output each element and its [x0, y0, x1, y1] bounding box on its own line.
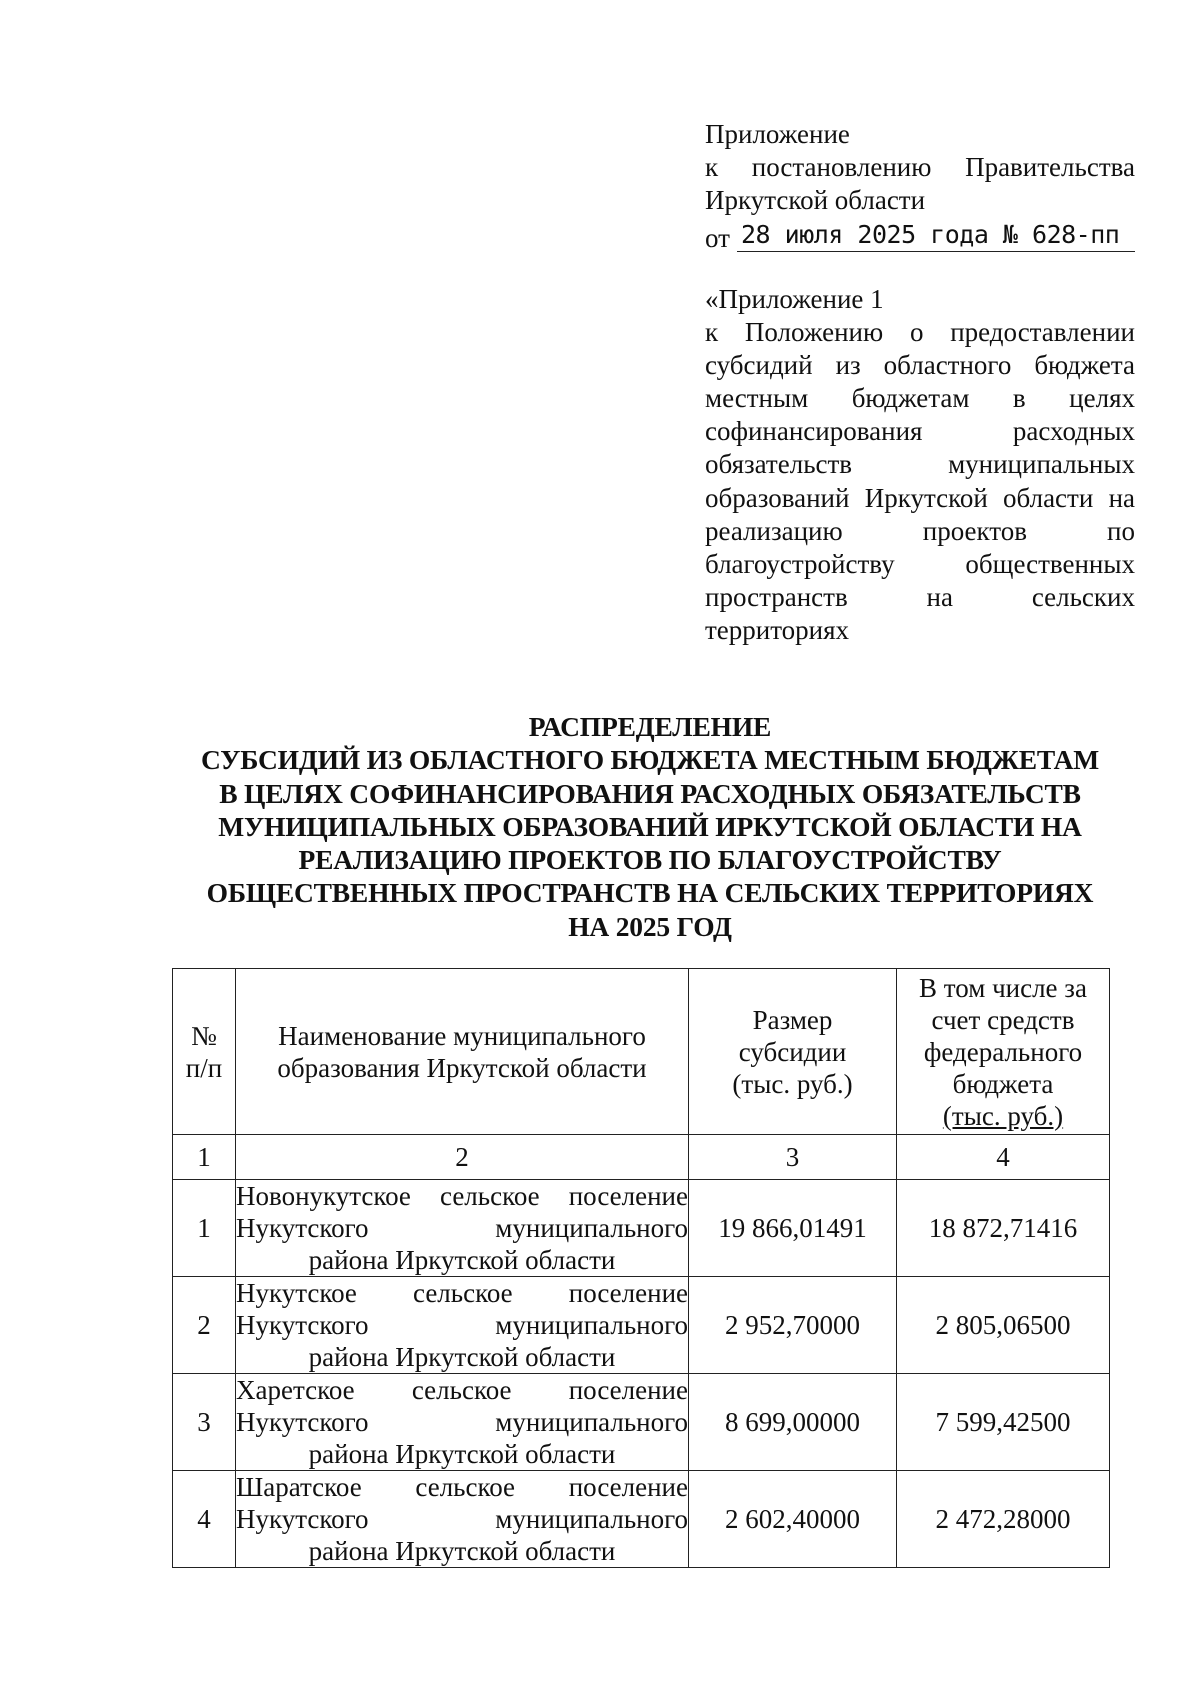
table-header-row [173, 969, 1110, 1135]
federal-amount: 2 472,28000 [897, 1471, 1110, 1568]
subsidy-amount: 2 602,40000 [689, 1471, 897, 1568]
table-row [173, 1277, 1110, 1374]
column-number: 2 [236, 1135, 689, 1180]
appendix2-line: благоустройству общественных [705, 548, 1135, 579]
subsidy-amount: 2 952,70000 [689, 1277, 897, 1374]
appendix2-line: «Приложение 1 [705, 284, 884, 314]
title-line: СУБСИДИЙ ИЗ ОБЛАСТНОГО БЮДЖЕТА МЕСТНЫМ БЮДЖЕТАМ [200, 744, 1100, 776]
table-row [173, 1374, 1110, 1471]
federal-amount: 18 872,71416 [897, 1180, 1110, 1277]
federal-amount: 2 805,06500 [897, 1277, 1110, 1374]
date-prefix: от [705, 223, 730, 253]
title-line: МУНИЦИПАЛЬНЫХ ОБРАЗОВАНИЙ ИРКУТСКОЙ ОБЛАСТИ НА [218, 810, 1082, 842]
appendix2-line: территориях [705, 614, 850, 645]
appendix-line: Приложение [705, 119, 850, 149]
header-col-name: Наименование муниципального образования Иркутской области [236, 969, 689, 1135]
resolution-date-line [705, 218, 1135, 254]
header-col-number: № п/п [173, 969, 236, 1135]
appendix-1-reference [705, 283, 1135, 647]
subsidy-distribution-table [172, 968, 1110, 1568]
resolution-date-number: 28 июля 2025 года № 628-пп [737, 218, 1135, 252]
appendix2-line: обязательств муниципальных [705, 449, 1135, 480]
appendix2-line: пространств на сельских [705, 581, 1135, 612]
municipality-name: Новонукутское сельское поселение Нукутского муниципального района Иркутской области [236, 1181, 688, 1275]
appendix2-line: субсидий из областного бюджета [705, 350, 1135, 381]
table-row [173, 1471, 1110, 1568]
title-line: В ЦЕЛЯХ СОФИНАНСИРОВАНИЯ РАСХОДНЫХ ОБЯЗАТЕЛЬСТВ [219, 777, 1081, 809]
appendix-line: к постановлению Правительства [705, 152, 1135, 182]
appendix2-line: софинансирования расходных [705, 416, 1135, 447]
column-number-row [173, 1135, 1110, 1180]
document-title [150, 710, 1150, 943]
subsidy-amount: 8 699,00000 [689, 1374, 897, 1471]
municipality-name: Шаратское сельское поселение Нукутского муниципального района Иркутской области [236, 1472, 688, 1566]
header-col-subsidy: Размер субсидии (тыс. руб.) [689, 969, 897, 1135]
title-line: НА 2025 ГОД [568, 910, 732, 942]
column-number: 4 [897, 1135, 1110, 1180]
appendix2-line: реализацию проектов по [705, 515, 1135, 546]
appendix-line: Иркутской области [705, 185, 926, 215]
appendix2-line: местным бюджетам в целях [705, 383, 1135, 414]
row-number: 4 [173, 1471, 236, 1568]
appendix2-line: к Положению о предоставлении [705, 317, 1135, 348]
title-line: ОБЩЕСТВЕННЫХ ПРОСТРАНСТВ НА СЕЛЬСКИХ ТЕРРИТОРИЯХ [206, 877, 1094, 909]
table-row [173, 1180, 1110, 1277]
row-number: 2 [173, 1277, 236, 1374]
column-number: 1 [173, 1135, 236, 1180]
appendix-header [705, 118, 1135, 254]
column-number: 3 [689, 1135, 897, 1180]
appendix2-line: образований Иркутской области на [705, 482, 1135, 513]
subsidy-amount: 19 866,01491 [689, 1180, 897, 1277]
title-line: РЕАЛИЗАЦИЮ ПРОЕКТОВ ПО БЛАГОУСТРОЙСТВУ [298, 844, 1002, 876]
row-number: 3 [173, 1374, 236, 1471]
header-col-federal: В том числе за счет средств федерального бюджета (тыс. руб.) [897, 969, 1110, 1135]
municipality-name: Нукутское сельское поселение Нукутского муниципального района Иркутской области [236, 1278, 688, 1372]
title-line: РАСПРЕДЕЛЕНИЕ [528, 711, 772, 742]
row-number: 1 [173, 1180, 236, 1277]
municipality-name: Харетское сельское поселение Нукутского муниципального района Иркутской области [236, 1375, 688, 1469]
federal-amount: 7 599,42500 [897, 1374, 1110, 1471]
